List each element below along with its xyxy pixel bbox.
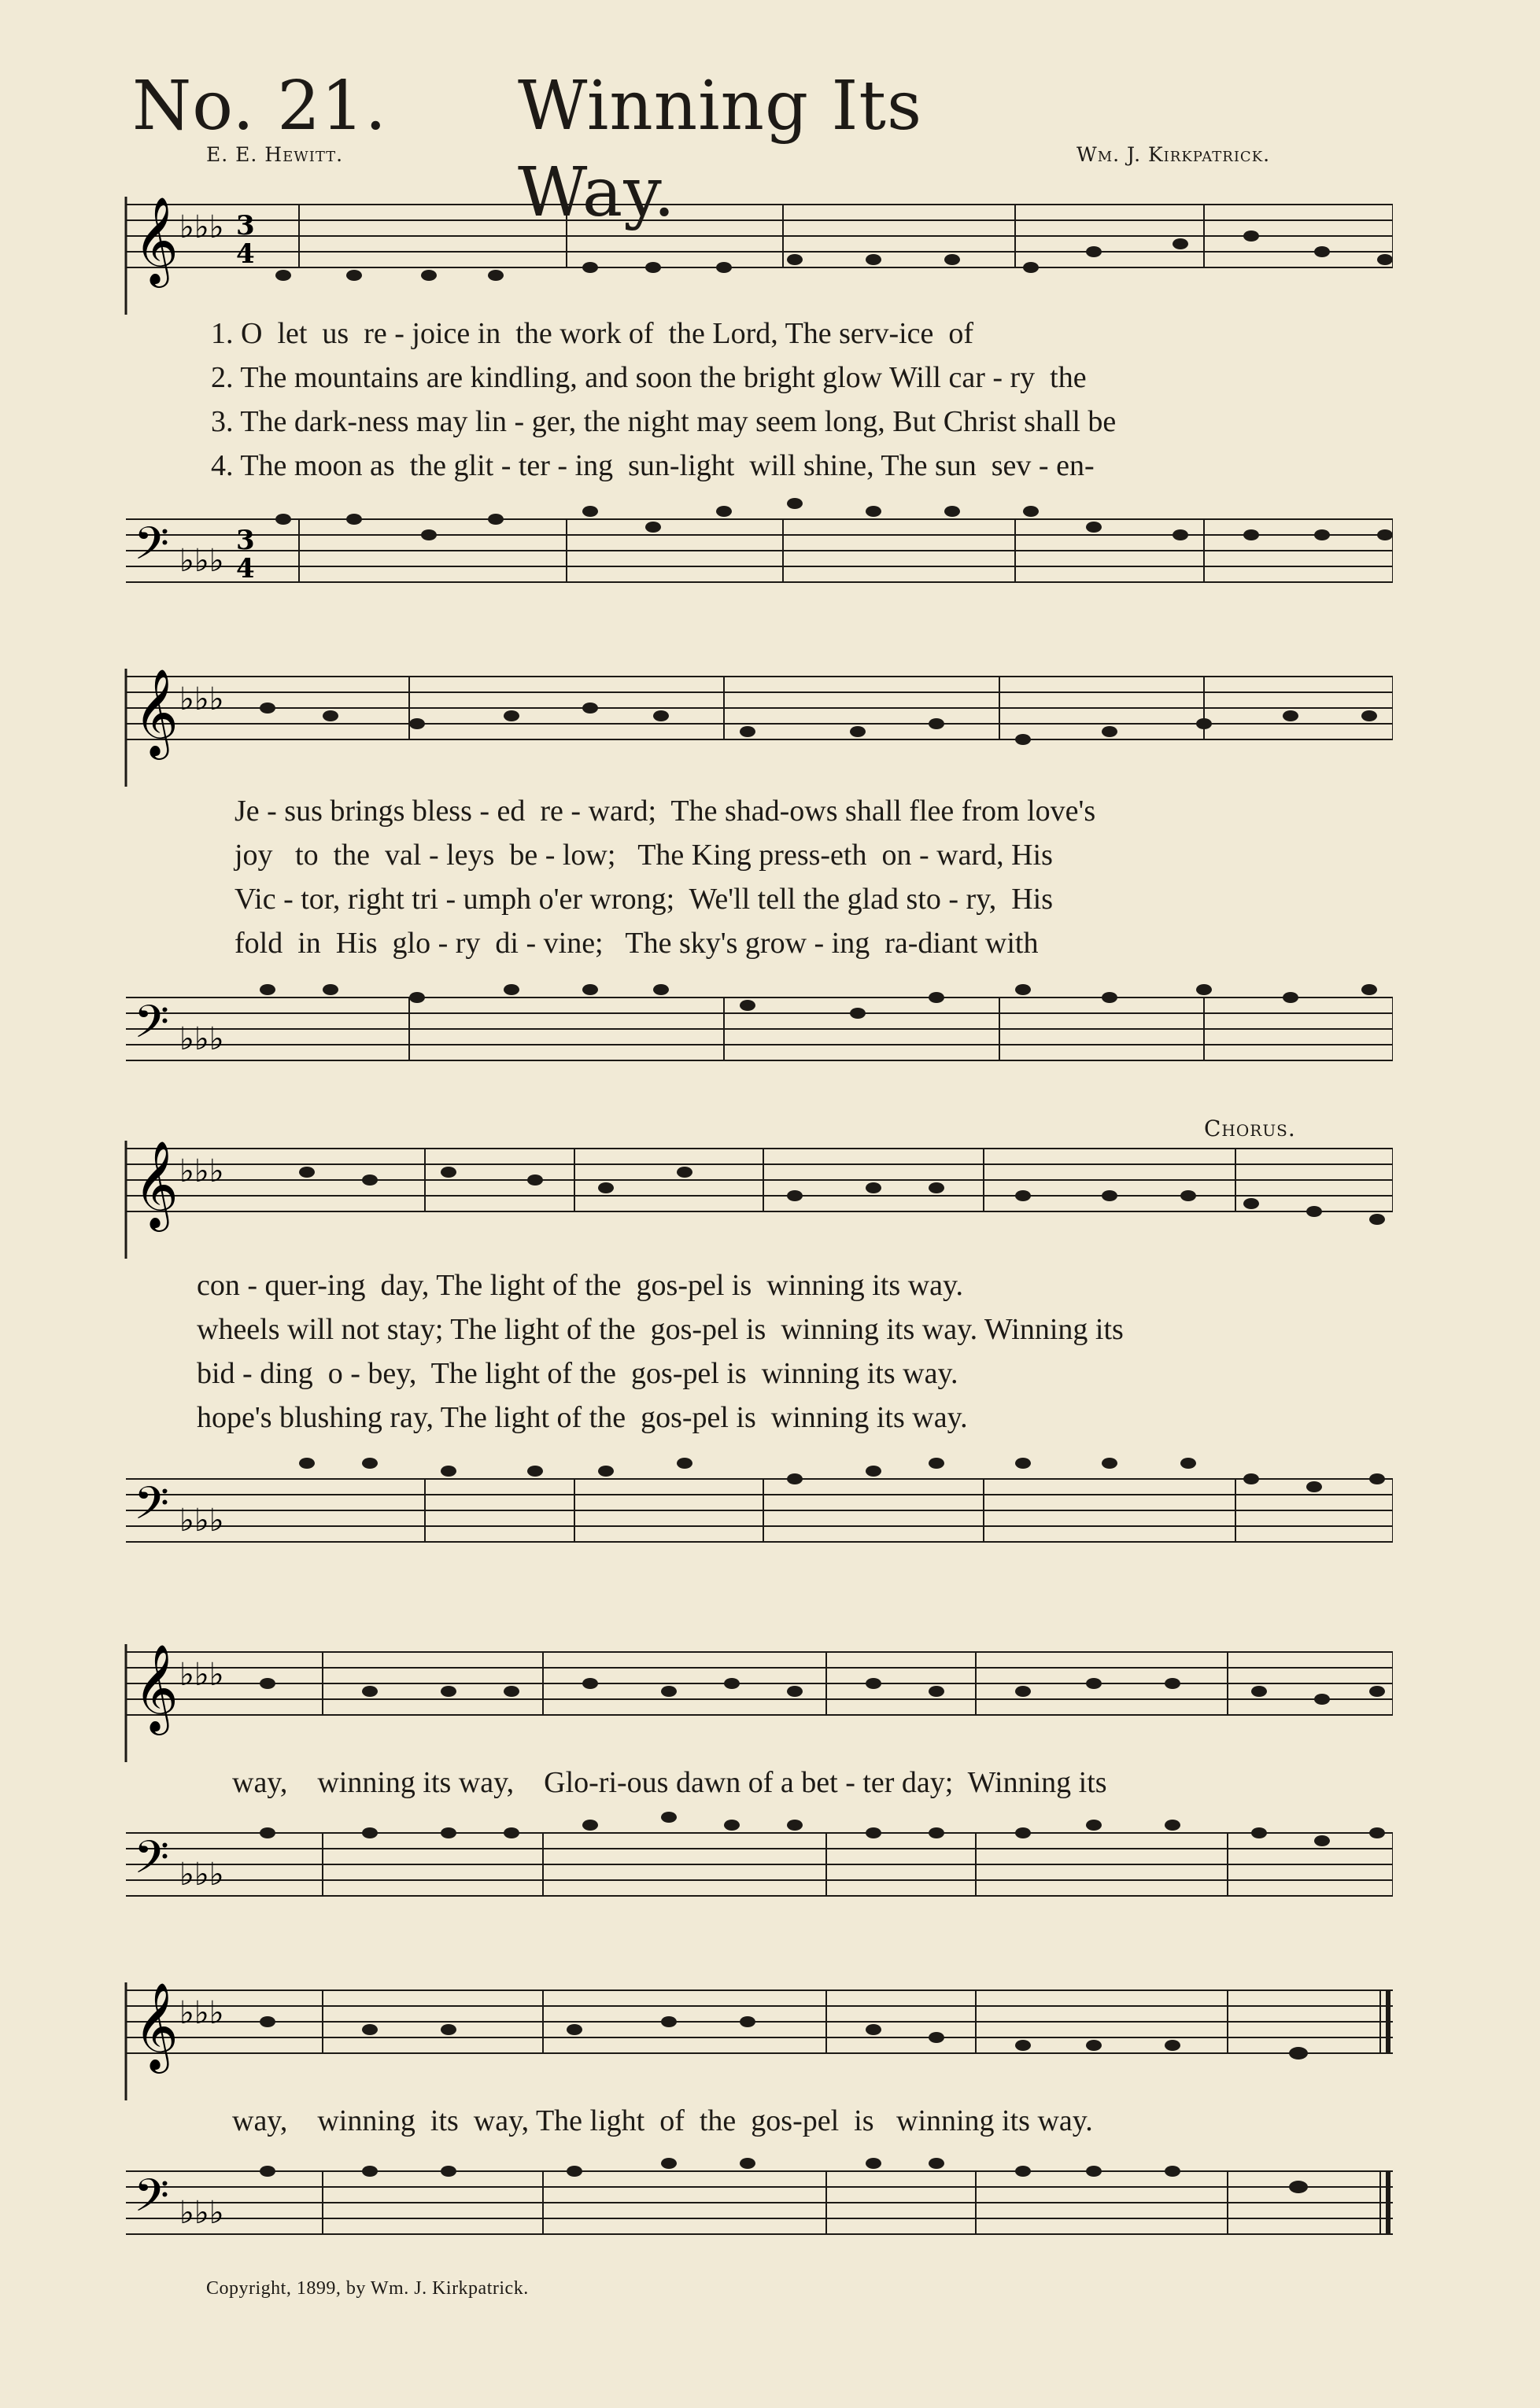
svg-text:4: 4: [236, 238, 255, 270]
svg-text:♭♭♭: ♭♭♭: [179, 1995, 224, 2031]
svg-text:♭♭♭: ♭♭♭: [179, 209, 224, 245]
music-system-1: [118, 181, 1393, 606]
svg-text:𝄞: 𝄞: [134, 668, 179, 756]
staff-bass-4: [118, 1809, 1393, 1935]
chorus-line: way, winning its way, The light of the gos-pel is winning its way.: [232, 2104, 1093, 2137]
svg-text:3: 3: [236, 210, 255, 242]
svg-text:♭♭♭: ♭♭♭: [179, 1153, 224, 1189]
svg-text:3: 3: [236, 525, 255, 556]
chorus-line: way, winning its way, Glo-ri-ous dawn of a bet - ter day; Winning its: [232, 1766, 1107, 1799]
verse-line: 2. The mountains are kindling, and soon the bright glow Will car - ry the: [211, 361, 1087, 394]
svg-text:♭♭♭: ♭♭♭: [179, 2195, 224, 2231]
chorus-label: Chorus.: [1204, 1115, 1296, 1141]
verse-line: 4. The moon as the glit - ter - ing sun-light will shine, The sun sev - en-: [211, 449, 1095, 482]
music-system-4: [118, 1628, 1393, 1919]
svg-text:♭♭♭: ♭♭♭: [179, 1857, 224, 1893]
composer-credit: Wm. J. Kirkpatrick.: [1077, 143, 1271, 166]
staff-bass-5: [118, 2148, 1393, 2273]
staff-bass-2: [118, 974, 1393, 1100]
svg-text:𝄢: 𝄢: [134, 1831, 170, 1895]
svg-text:𝄢: 𝄢: [134, 1477, 170, 1541]
hymn-number: No. 21.: [132, 67, 387, 146]
svg-text:𝄢: 𝄢: [134, 995, 170, 1060]
staff-treble-3: [118, 1125, 1393, 1259]
verse-line: hope's blushing ray, The light of the gos-pel is winning its way.: [197, 1401, 968, 1434]
verse-line: Je - sus brings bless - ed re - ward; The shad-ows shall flee from love's: [235, 795, 1096, 828]
staff-treble-4: [118, 1628, 1393, 1762]
copyright-notice: Copyright, 1899, by Wm. J. Kirkpatrick.: [206, 2278, 529, 2299]
svg-text:♭♭♭: ♭♭♭: [179, 1503, 224, 1539]
svg-text:♭♭♭: ♭♭♭: [179, 543, 224, 579]
svg-text:𝄞: 𝄞: [134, 1643, 179, 1731]
svg-text:♭♭♭: ♭♭♭: [179, 681, 224, 717]
svg-text:𝄞: 𝄞: [134, 1982, 179, 2070]
verse-line: fold in His glo - ry di - vine; The sky's grow - ing ra-diant with: [235, 927, 1039, 960]
treble-clef-icon: 𝄞: [134, 196, 179, 284]
staff-treble-2: [118, 653, 1393, 787]
svg-text:4: 4: [236, 553, 255, 584]
verse-line: Vic - tor, right tri - umph o'er wrong; We'll tell the glad sto - ry, His: [235, 883, 1054, 916]
svg-text:𝄢: 𝄢: [134, 2169, 170, 2233]
verse-line: bid - ding o - bey, The light of the gos-pel is winning its way.: [197, 1357, 958, 1390]
verse-line: 1. O let us re - joice in the work of the Lord, The serv-ice of: [211, 317, 974, 350]
svg-text:𝄞: 𝄞: [134, 1140, 179, 1228]
svg-text:♭♭♭: ♭♭♭: [179, 1021, 224, 1057]
music-system-2: [118, 653, 1393, 1093]
verse-line: con - quer-ing day, The light of the gos-pel is winning its way.: [197, 1269, 964, 1302]
staff-treble-1: [118, 181, 1393, 315]
music-system-3: [118, 1125, 1393, 1597]
verse-line: joy to the val - leys be - low; The King press-eth on - ward, His: [235, 839, 1053, 872]
staff-bass-3: [118, 1455, 1393, 1589]
staff-treble-5: [118, 1967, 1393, 2100]
bass-clef-icon: 𝄢: [134, 517, 170, 581]
music-system-5: [118, 1967, 1393, 2258]
verse-line: 3. The dark-ness may lin - ger, the night may seem long, But Christ shall be: [211, 405, 1117, 438]
svg-text:♭♭♭: ♭♭♭: [179, 1657, 224, 1693]
verse-line: wheels will not stay; The light of the gos-pel is winning its way. Winning its: [197, 1313, 1124, 1346]
lyricist-credit: E. E. Hewitt.: [206, 143, 344, 166]
staff-bass-1: [118, 496, 1393, 621]
hymn-title: Winning Its Way.: [518, 67, 923, 232]
